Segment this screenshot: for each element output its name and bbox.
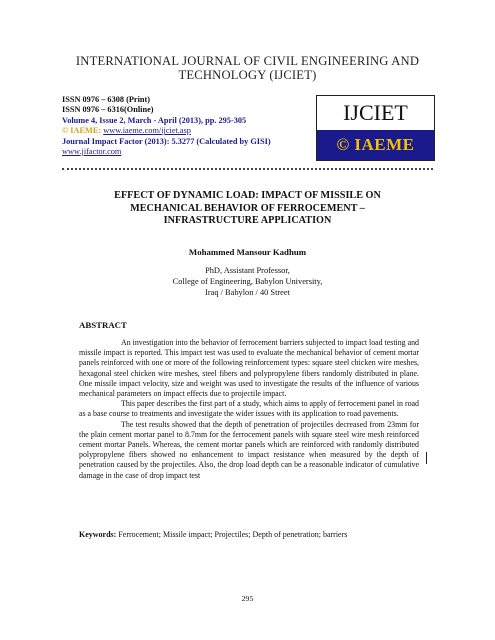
issn-print: ISSN 0976 – 6308 (Print) [62,95,151,104]
keywords-label: Keywords: [79,530,117,539]
paper-title [80,190,415,228]
keywords-text: Ferrocement; Missile impact; Projectiles; Depth of penetration; barriers [116,530,348,539]
jifactor-url-link[interactable]: www.jifactor.com [62,147,122,157]
journal-title-line: TECHNOLOGY (IJCIET) [178,68,317,82]
ijciet-logo [316,95,435,161]
logo-journal-abbrev: IJCIET [343,100,408,125]
author-affiliation [60,265,435,299]
abstract-paragraph: The test results showed that the depth of penetration of projectiles decreased from 23mm for the plain cement mortar panel to 8.7mm for the ferrocement panels with square steel wire mesh reinforced cement mortar Panels. Whereas, the cement mortar panels which are reinforced with randomly distributed polypropylene fibers showed no enhancement to impact resistance when measured by the depth of penetration caused by the projectiles. Also, the drop load depth can be a reasonable indicator of cumulative damage in the case of drop impact test [79,419,419,480]
paper-title-line: MECHANICAL BEHAVIOR OF FERROCEMENT – [130,202,365,214]
page-number: 295 [241,594,254,603]
journal-title-line: INTERNATIONAL JOURNAL OF CIVIL ENGINEERING AND [75,54,420,68]
iaeme-url-link[interactable]: www.iaeme.com/ijciet.asp [103,126,191,136]
logo-iaeme-band: © IAEME [317,130,434,160]
abstract-body [79,338,419,481]
abstract-heading: ABSTRACT [79,320,127,330]
paper-title-line: INFRASTRUCTURE APPLICATION [163,215,332,227]
volume-info: Volume 4, Issue 2, March - April (2013), pp. 295-305 [62,115,247,125]
margin-change-bar [426,452,427,464]
abstract-paragraph: An investigation into the behavior of ferrocement barriers subjected to impact load testing and missile impact is reported. This impact test was used to evaluate the mechanical behavior of cement mortar panels reinforced with one or more of the following reinforcement types: square steel chicken wire meshes, hexagonal steel chicken wire meshes, steel fibers and polypropylene fibers randomly distributed in plane. One missile impact velocity, size and weight was used to investigate the results of the influence of various mechanical parameters on impact effects due to projectile impact. [79,338,419,399]
header-divider [62,168,433,170]
impact-factor: Journal Impact Factor (2013): 5.3277 (Calculated by GISI) [62,136,271,146]
author-name: Mohammed Mansour Kadhum [188,247,307,257]
affiliation-line: Iraq / Babylon / 40 Street [205,288,290,298]
affiliation-line: College of Engineering, Babylon University, [172,277,323,287]
paper-title-line: EFFECT OF DYNAMIC LOAD: IMPACT OF MISSILE ON [114,190,381,201]
journal-title [40,54,455,82]
keywords [79,530,419,540]
issn-online: ISSN 0976 – 6316(Online) [62,105,154,115]
iaeme-copyright: © IAEME: [62,126,102,136]
journal-meta [62,95,271,157]
affiliation-line: PhD, Assistant Professor, [205,266,290,275]
abstract-paragraph: This paper describes the first part of a study, which aims to apply of ferrocement panel in road as a base course to treatments and investigate the wider issues with its application to road pavements. [79,399,419,419]
